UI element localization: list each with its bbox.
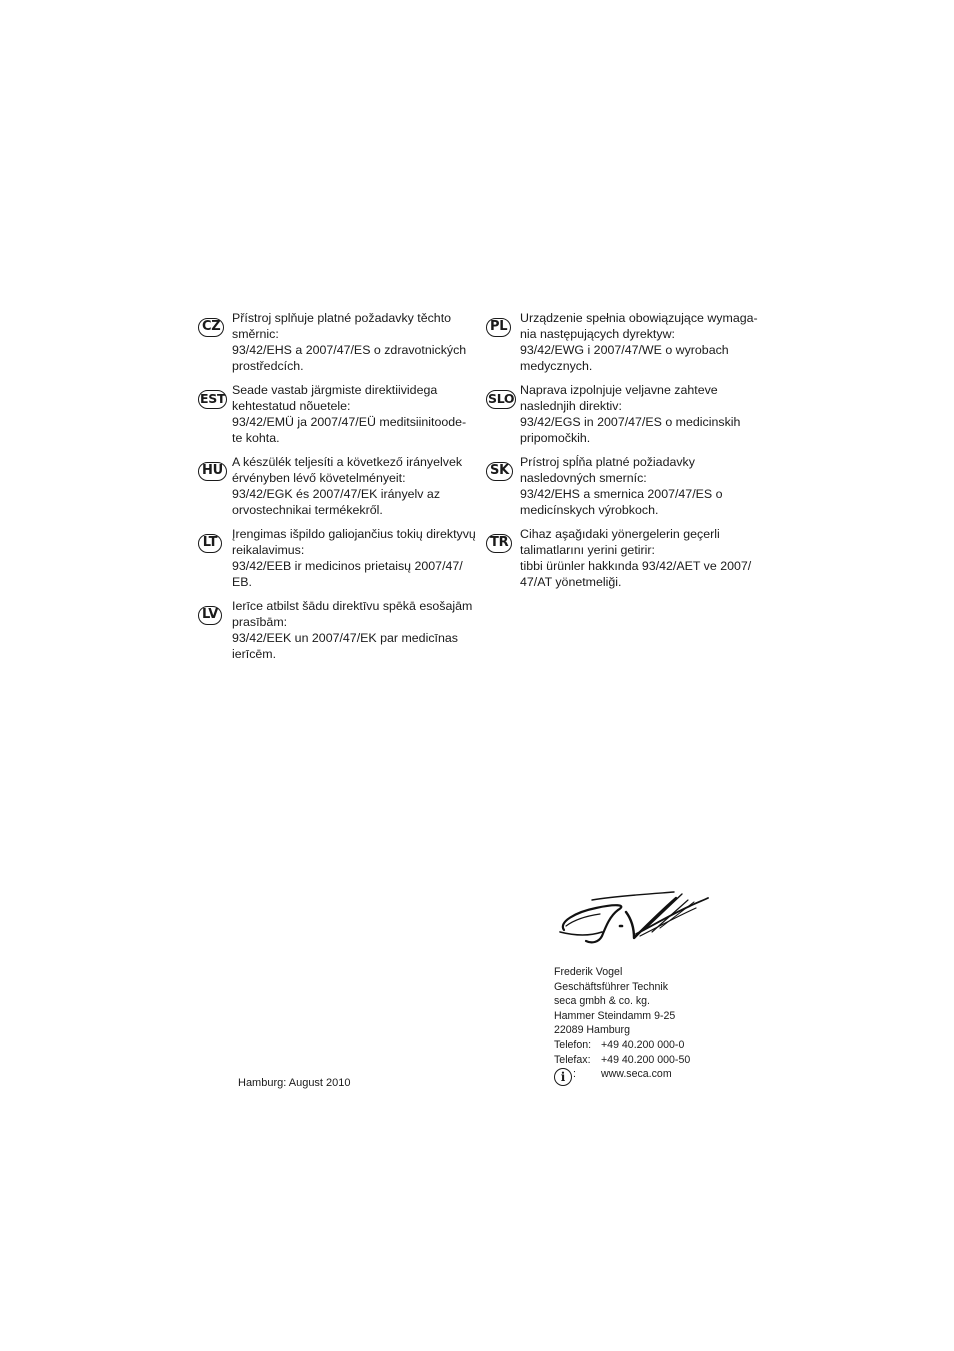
declaration-line: naslednjih direktiv:: [520, 399, 622, 413]
declaration-line: nasledovných smerníc:: [520, 471, 647, 485]
declaration-est: [196, 382, 466, 446]
declaration-line: prasībām:: [232, 615, 288, 629]
country-badge-pl: PL: [486, 318, 511, 337]
declaration-line: nia następujących dyrektyw:: [520, 327, 675, 341]
declaration-line: ierīcēm.: [232, 647, 277, 661]
declaration-cz: [196, 310, 466, 374]
declaration-slo: [484, 382, 740, 446]
declaration-line: 93/42/EWG i 2007/47/WE o wyrobach: [520, 343, 729, 357]
declaration-line: Naprava izpolnjuje veljavne zahteve: [520, 383, 718, 397]
signatory-name: Frederik Vogel: [554, 966, 623, 978]
country-badge-hu: HU: [198, 462, 227, 481]
declaration-line: Urządzenie spełnia obowiązujące wymaga-: [520, 311, 758, 325]
declaration-pl: [484, 310, 758, 374]
declaration-line: pripomočkih.: [520, 431, 591, 445]
declaration-line: 93/42/EHS a 2007/47/ES o zdravotnických: [232, 343, 467, 357]
declaration-tr: [484, 526, 751, 590]
web-label-wrap: [554, 1067, 601, 1086]
declaration-hu: [196, 454, 462, 518]
declaration-line: 93/42/EEB ir medicinos prietaisų 2007/47/: [232, 559, 463, 573]
declaration-line: érvényben lévő követelményeit:: [232, 471, 406, 485]
declaration-line: medycznych.: [520, 359, 593, 373]
declaration-line: 93/42/EEK un 2007/47/EK par medicīnas: [232, 631, 458, 645]
info-icon: i: [554, 1068, 572, 1086]
declaration-line: Přístroj splňuje platné požadavky těchto: [232, 311, 452, 325]
declaration-lt: [196, 526, 476, 590]
phone-value: +49 40.200 000-0: [601, 1038, 685, 1051]
declaration-line: směrnic:: [232, 327, 279, 341]
fax-row: [554, 1053, 690, 1068]
company-city: 22089 Hamburg: [554, 1024, 630, 1037]
declaration-line: te kohta.: [232, 431, 280, 445]
declaration-line: prostředcích.: [232, 359, 304, 373]
company-name: seca gmbh & co. kg.: [554, 995, 650, 1008]
signature-image: [556, 886, 712, 948]
declaration-line: Įrengimas išpildo galiojančius tokių direktyvų: [232, 527, 476, 541]
country-badge-tr: TR: [486, 534, 512, 553]
declaration-line: 93/42/EMÜ ja 2007/47/EÜ meditsiinitoode-: [232, 415, 467, 429]
declaration-line: 47/AT yönetmeliği.: [520, 575, 622, 589]
country-badge-lt: LT: [198, 534, 222, 553]
fax-label: Telefax:: [554, 1053, 591, 1066]
declaration-line: 93/42/EGS in 2007/47/ES o medicinskih: [520, 415, 741, 429]
website-link[interactable]: www.seca.com: [601, 1068, 672, 1081]
declaration-line: tibbi ürünler hakkında 93/42/AET ve 2007/: [520, 559, 752, 573]
declaration-line: 93/42/EHS a smernica 2007/47/ES o: [520, 487, 723, 501]
country-badge-lv: LV: [198, 606, 222, 625]
declaration-line: Ierīce atbilst šādu direktīvu spēkā esošajām: [232, 599, 473, 613]
declaration-line: medicínskych výrobkoch.: [520, 503, 659, 517]
declaration-line: Cihaz aşağıdaki yönergelerin geçerli: [520, 527, 720, 541]
declaration-line: Seade vastab järgmiste direktiividega: [232, 383, 438, 397]
signatory-block: [554, 965, 690, 1086]
phone-row: [554, 1038, 690, 1053]
declaration-line: A készülék teljesíti a következő irányelvek: [232, 455, 463, 469]
declaration-date: Hamburg: August 2010: [238, 1077, 351, 1089]
company-street: Hammer Steindamm 9-25: [554, 1009, 676, 1022]
country-badge-sk: SK: [486, 462, 513, 481]
web-row: [554, 1067, 690, 1086]
declaration-line: kehtestatud nõuetele:: [232, 399, 351, 413]
fax-value: +49 40.200 000-50: [601, 1053, 691, 1066]
declaration-lv: [196, 598, 472, 662]
web-label: :: [573, 1068, 576, 1081]
country-badge-slo: SLO: [486, 390, 516, 409]
declaration-line: reikalavimus:: [232, 543, 305, 557]
signatory-title: Geschäftsführer Technik: [554, 980, 669, 993]
declaration-line: 93/42/EGK és 2007/47/EK irányelv az: [232, 487, 441, 501]
declaration-line: orvostechnikai termékekről.: [232, 503, 383, 517]
declaration-sk: [484, 454, 723, 518]
declaration-line: talimatlarını yerini getirir:: [520, 543, 655, 557]
declaration-line: EB.: [232, 575, 252, 589]
phone-label: Telefon:: [554, 1038, 592, 1051]
country-badge-est: EST: [198, 390, 227, 409]
declaration-line: Prístroj spĺňa platné požiadavky: [520, 455, 695, 469]
country-badge-cz: CZ: [198, 318, 224, 337]
